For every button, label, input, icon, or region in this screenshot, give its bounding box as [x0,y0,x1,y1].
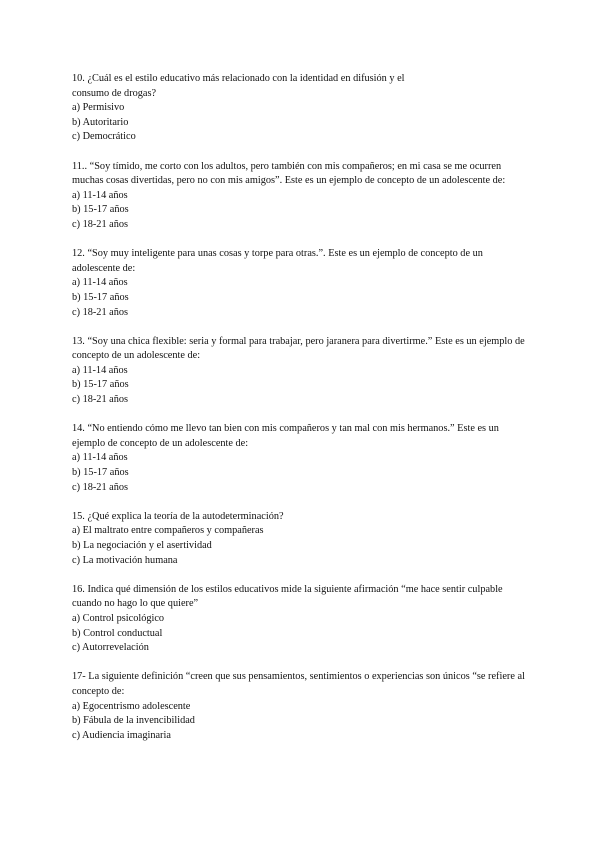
question-stem: 10. ¿Cuál es el estilo educativo más relacionado con la identidad en difusión y el consumo de drogas? [72,73,405,99]
option-a: a) 11-14 años [72,189,128,201]
question-stem: 17- La siguiente definición “creen que sus pensamientos, sentimientos o experiencias son únicos “se refiere al concepto de: [72,671,525,697]
question-11 [72,160,532,233]
question-stem: 16. Indica qué dimensión de los estilos educativos mide la siguiente afirmación “me hace sentir culpable cuando no hago lo que quiere” [72,583,503,610]
option-b: b) 15-17 años [72,291,129,303]
option-b: b) Autoritario [72,116,129,128]
option-b: b) La negociación y el asertividad [72,540,212,551]
option-c: c) Autorrevelación [72,642,149,654]
question-stem: 15. ¿Qué explica la teoría de la autodeterminación? [72,510,284,522]
option-b: b) Fábula de la invencibilidad [72,715,195,727]
question-stem: 12. “Soy muy inteligente para unas cosas y torpe para otras.”. Este es un ejemplo de concepto de un adolescente de: [72,248,483,274]
document-page [72,72,532,758]
question-15 [72,510,532,568]
option-b: b) 15-17 años [72,204,129,216]
question-12 [72,247,532,320]
question-13 [72,335,532,408]
option-b: b) 15-17 años [72,379,129,391]
question-stem: 11.. “Soy tímido, me corto con los adultos, pero también con mis compañeros; en mi casa se me ocurren muchas cosas divertidas, pero no con mis amigos”. Este es un ejemplo de concepto de un adolescente de: [72,160,506,187]
option-a: a) 11-14 años [72,364,128,376]
question-10 [72,72,532,145]
question-stem: 13. “Soy una chica flexible: seria y formal para trabajar, pero jaranera para divertirme.” Este es un ejemplo de concepto de un adolescente de: [72,335,525,362]
option-c: c) 18-21 años [72,218,129,230]
option-b: b) Control conductual [72,627,163,639]
option-a: a) 11-14 años [72,277,128,289]
option-c: c) La motivación humana [72,554,178,566]
option-a: a) Egocentrismo adolescente [72,700,191,712]
question-stem: 14. “No entiendo cómo me llevo tan bien con mis compañeros y tan mal con mis hermanos.” Este es un ejemplo de concepto de un adolescente de: [72,423,499,449]
option-a: a) Permisivo [72,102,125,114]
question-16 [72,583,532,656]
option-a: a) El maltrato entre compañeros y compañeras [72,525,264,537]
question-14 [72,422,532,495]
option-c: c) 18-21 años [72,394,129,406]
option-a: a) Control psicológico [72,612,165,624]
option-c: c) 18-21 años [72,306,129,318]
option-c: c) Audiencia imaginaria [72,729,171,741]
option-c: c) Democrático [72,131,136,143]
option-c: c) 18-21 años [72,481,129,493]
option-a: a) 11-14 años [72,452,128,464]
option-b: b) 15-17 años [72,467,129,479]
question-17 [72,670,532,743]
